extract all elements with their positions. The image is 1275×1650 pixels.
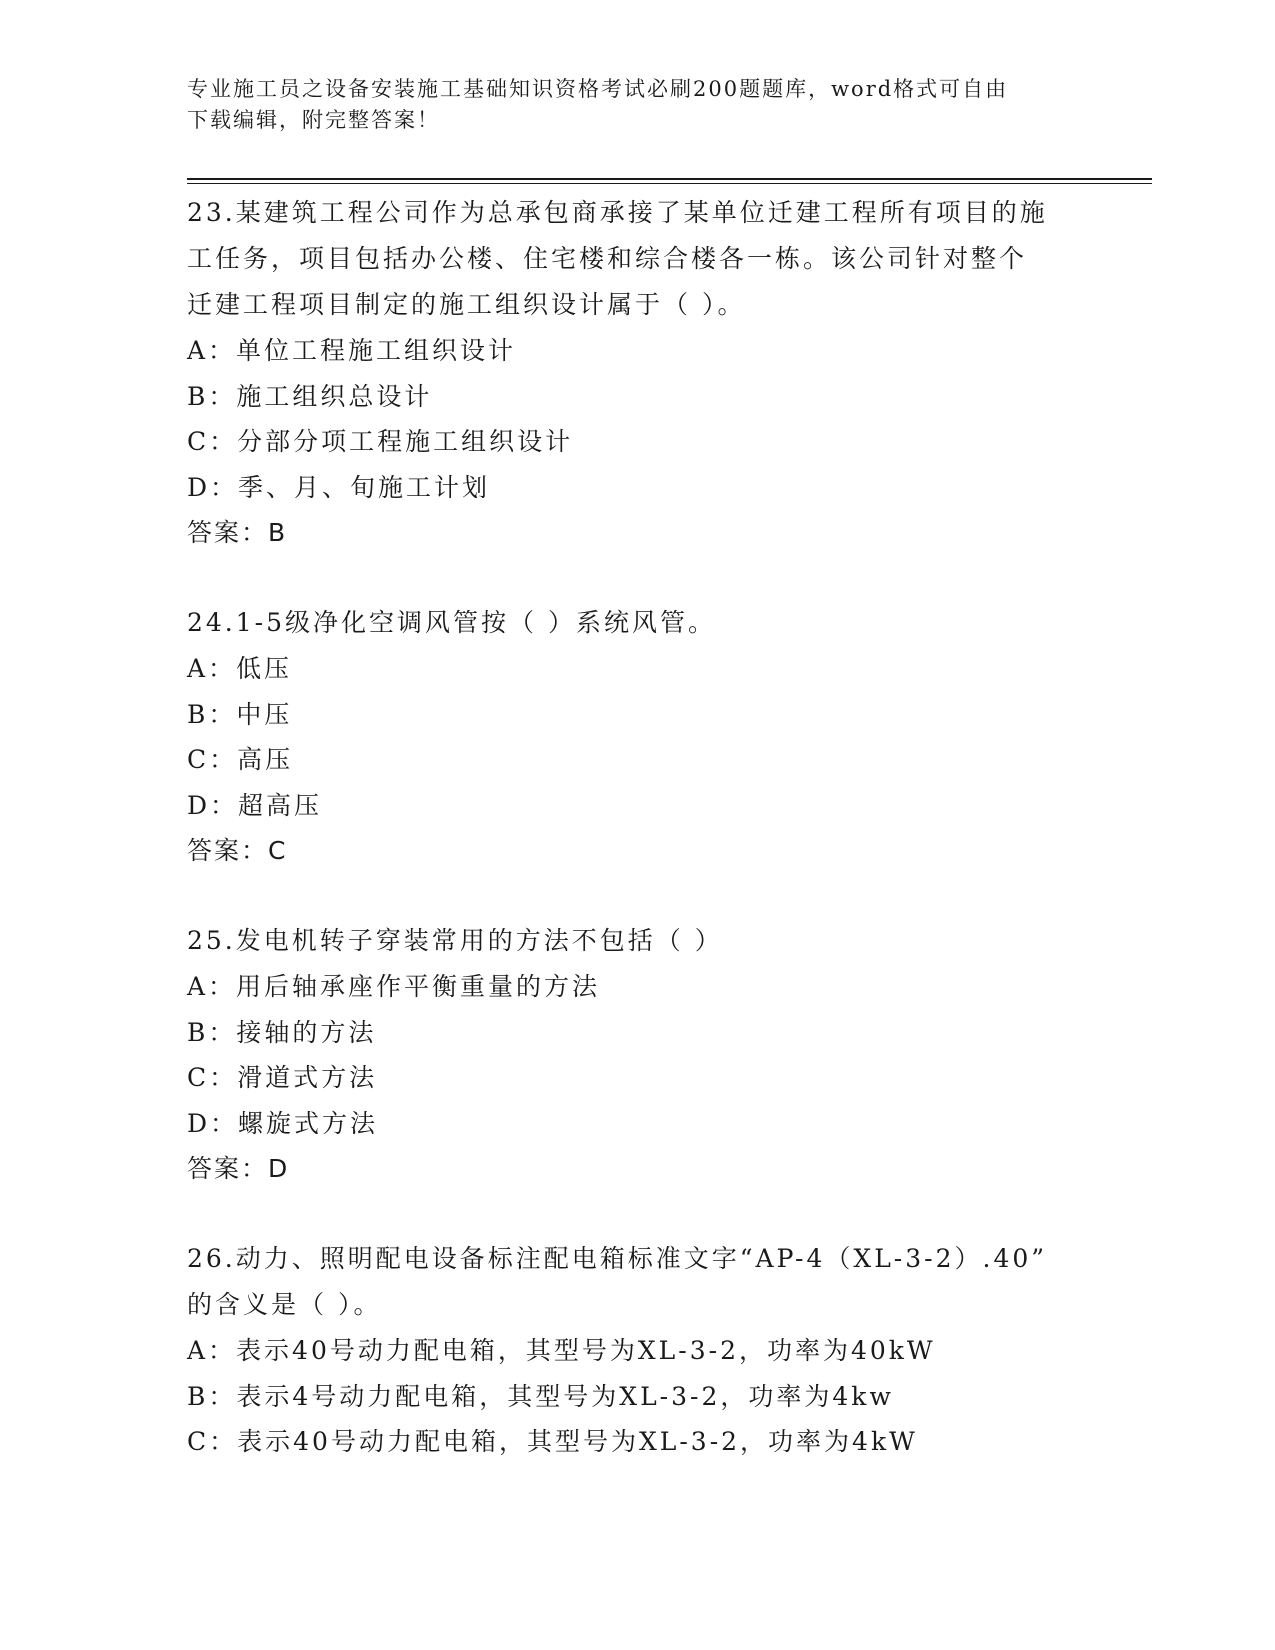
question-item: [187, 190, 1087, 556]
answer-option: A：表示40号动力配电箱，其型号为XL-3-2，功率为40kW: [187, 1336, 936, 1365]
question-stem-line: 26.动力、照明配电设备标注配电箱标准文字“AP-4（XL-3-2）.40”: [187, 1244, 1048, 1273]
answer-option: D：季、月、旬施工计划: [187, 472, 491, 502]
question-spacer: [187, 556, 1087, 600]
question-stem-line: 25.发电机转子穿装常用的方法不包括（ ）: [187, 926, 723, 955]
correct-answer: 答案：C: [187, 836, 288, 865]
answer-option: B：施工组织总设计: [187, 381, 433, 411]
header-line: 下载编辑，附完整答案！: [187, 108, 440, 132]
answer-option: C：表示40号动力配电箱，其型号为XL-3-2，功率为4kW: [187, 1427, 918, 1456]
header-divider-thin: [187, 183, 1152, 184]
document-header: [187, 74, 1067, 136]
question-spacer: [187, 874, 1087, 918]
answer-option: A：单位工程施工组织设计: [187, 336, 517, 365]
question-stem-line: 的含义是（ ）。: [187, 1290, 382, 1319]
question-stem-line: 24.1-5级净化空调风管按（ ）系统风管。: [187, 608, 716, 637]
answer-option: C：分部分项工程施工组织设计: [187, 427, 574, 456]
question-item: [187, 600, 1087, 874]
question-stem-line: 工任务，项目包括办公楼、住宅楼和综合楼各一栋。该公司针对整个: [187, 244, 1028, 273]
answer-option: A：用后轴承座作平衡重量的方法: [187, 972, 601, 1001]
correct-answer: 答案：D: [187, 1154, 290, 1183]
question-spacer: [187, 1192, 1087, 1236]
answer-option: C：滑道式方法: [187, 1063, 378, 1092]
header-divider-thick: [187, 178, 1152, 180]
question-stem-line: 迁建工程项目制定的施工组织设计属于（ ）。: [187, 290, 746, 319]
answer-option: A：低压: [187, 654, 293, 683]
answer-option: C：高压: [187, 745, 294, 774]
question-item: [187, 1236, 1087, 1465]
answer-option: B：表示4号动力配电箱，其型号为XL-3-2，功率为4kw: [187, 1381, 894, 1411]
question-item: [187, 918, 1087, 1192]
answer-option: B：接轴的方法: [187, 1017, 377, 1047]
answer-option: D：超高压: [187, 790, 323, 820]
answer-option: D：螺旋式方法: [187, 1108, 379, 1138]
answer-option: B：中压: [187, 699, 293, 729]
header-line: 专业施工员之设备安装施工基础知识资格考试必刷200题题库，word格式可自由: [187, 77, 1009, 101]
correct-answer: 答案：B: [187, 518, 288, 547]
question-list: [187, 190, 1087, 1465]
question-stem-line: 23.某建筑工程公司作为总承包商承接了某单位迁建工程所有项目的施: [187, 198, 1048, 227]
